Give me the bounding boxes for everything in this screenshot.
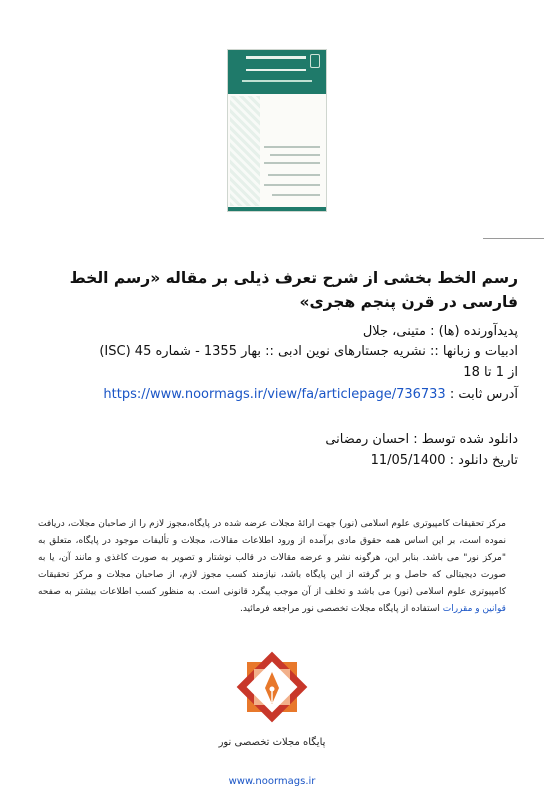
cover-logo-icon <box>310 54 320 68</box>
cover-toc-line <box>264 184 320 186</box>
cover-title-mark <box>246 56 306 71</box>
article-source: ادبیات و زبانها :: نشریه جستارهای نوین ادبی :: بهار 1355 - شماره 45 (ISC) <box>99 344 518 359</box>
url-label: آدرس ثابت : <box>449 387 518 402</box>
cover-bottom-band <box>228 207 326 211</box>
cover-subtitle-mark <box>242 80 312 82</box>
cover-ornament <box>230 96 260 206</box>
article-url-link[interactable]: https://www.noormags.ir/view/fa/articlepage/736733 <box>103 387 446 402</box>
cover-toc-line <box>268 174 320 176</box>
logo-caption: پایگاه مجلات تخصصی نور <box>218 737 326 748</box>
article-title: رسم الخط بخشی از شرح تعرف ذیلی بر مقاله «رسم الخط فارسی در قرن پنجم هجری» <box>69 269 518 311</box>
cover-toc-line <box>272 194 320 196</box>
journal-cover-image <box>227 49 327 212</box>
cover-toc-line <box>264 146 320 148</box>
article-url-row <box>26 385 518 405</box>
downloaded-by: دانلود شده توسط : احسان رمضانی <box>325 432 518 447</box>
copyright-notice <box>38 516 506 618</box>
cover-toc-line <box>270 154 320 156</box>
rules-link[interactable]: قوانین و مقررات <box>442 604 506 614</box>
copyright-text-end: استفاده از پایگاه مجلات تخصصی نور مراجعه فرمائید. <box>239 604 440 614</box>
article-pages: از 1 تا 18 <box>463 365 518 380</box>
article-authors: پدیدآورنده (ها) : متینی، جلال <box>362 324 518 339</box>
download-date: تاریخ دانلود : 11/05/1400 <box>370 453 518 468</box>
logo-nib-hole <box>270 687 275 692</box>
divider-line <box>483 238 544 239</box>
copyright-text: مرکز تحقیقات کامپیوتری علوم اسلامی (نور) جهت ارائهٔ مجلات عرضه شده در پایگاه،مجوز لازم را از صاحبان مجلات، دریافت نموده است، بر این اساس همه حقوق مادی برآمده از ورود اطلاعات مقالات، مجلات و تألیفات موجود در پایگاه، متعلق به "مرکز نور" می باشد. بنابر این، هرگونه نشر و عرضه مقالات در قالب نوشتار و تصویر به صورت کاغذی و مانند آن، یا به صورت دیجیتالی که حاصل و بر گرفته از این پایگاه باشد، نیازمند کسب مجوز لازم، از صاحبان مجلات و مرکز تحقیقات کامپیوتری علوم اسلامی (نور) می باشد و تخلف از آن موجب پیگرد قانونی است. به منظور کسب اطلاعات بیشتر به صفحه <box>38 519 506 597</box>
noor-logo-icon <box>233 648 311 726</box>
cover-toc-line <box>264 162 320 164</box>
site-link[interactable]: www.noormags.ir <box>228 776 316 787</box>
